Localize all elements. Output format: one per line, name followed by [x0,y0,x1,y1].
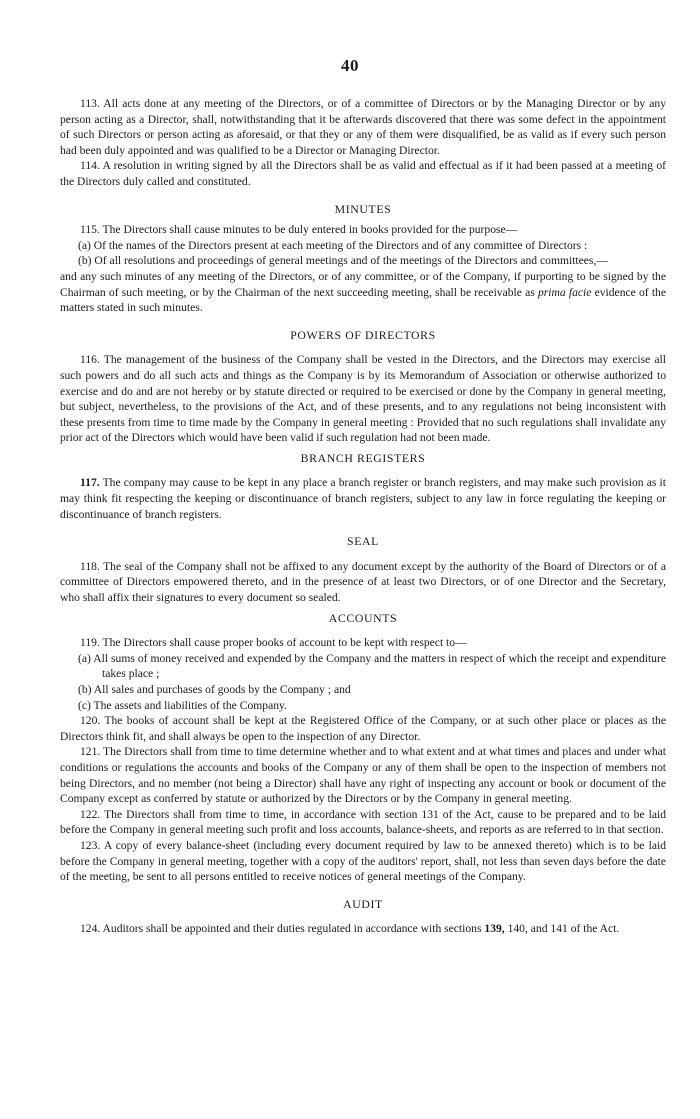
clause-119-intro: 119. The Directors shall cause proper books of account to be kept with respect to— [80,636,467,650]
clause-124-text-end: 140, and 141 of the Act. [504,922,620,936]
clause-122: 122. The Directors shall from time to time, in accordance with section 131 of the Act, cause to be prepared and to be laid before the Company in general meeting such profit and loss accounts, balance-sheets, and reports as are referred to in that section. [60,807,666,837]
clause-115-tail-text: and any such minutes of any meeting of the Directors, or of any committee, or of the Company, if purporting to be signed by the Chairman of such meeting, or by the Chairman of the next succeeding meeting, shall be receivable as [60,269,666,299]
clause-115-tail-end: evidence of the matters stated in such minutes. [60,285,667,315]
heading-minutes: MINUTES [334,201,392,216]
clause-117-number: 117. [80,476,100,490]
clause-118: 118. The seal of the Company shall not be affixed to any document except by the authority of the Board of Directors or of a committee of Directors empowered thereto, and in the presence of at least two Directors, or of one Director and the Secretary, who shall affix their signatures to every document so sealed. [60,559,666,605]
document-body [60,96,666,937]
clause-121: 121. The Directors shall from time to time determine whether and to what extent and at what times and places and under what conditions or regulations the accounts and books of the Company or any of them shall be open to the inspection of members not being Directors, and no member (not being a Director) shall have any right of inspecting any account or book or document of the Company except as conferred by statute or authorized by the Directors or by the Company in general meeting. [60,745,666,806]
heading-seal: SEAL [347,534,379,549]
clause-124-section-number: 139, [484,922,505,936]
clause-114: 114. A resolution in writing signed by all the Directors shall be as valid and effectual as if it had been passed at a meeting of the Directors duly called and constituted. [60,159,666,188]
clause-113: 113. All acts done at any meeting of the Directors, or of a committee of Directors or by the Managing Director or by any person acting as a Director, shall, notwithstanding that it be afterwards discovered that there was some defect in the appointment of such Directors or person acting as aforesaid, or that they or any of them were disqualified, be as valid as if every such person had been duly appointed and was qualified to be a Director or Managing Director. [60,97,666,157]
clause-123: 123. A copy of every balance-sheet (including every document required by law to be annexed thereto) which is to be laid before the Company in general meeting, together with a copy of the auditors' report, shall, not less than seven days before the date of the meeting, be sent to all persons entitled to receive notices of general meetings of the Company. [60,838,666,884]
clause-119-c: (c) The assets and liabilities of the Company. [78,698,287,712]
heading-audit: AUDIT [343,896,383,911]
clause-115-tail-italic: prima facie [537,285,592,299]
clause-124 [60,921,666,937]
clause-115-a: (a) Of the names of the Directors present at each meeting of the Directors and of any committee of Directors : [78,238,588,252]
clause-117-text: The company may cause to be kept in any place a branch register or branch registers, and may make such provision as it may think fit respecting the keeping or discontinuance of branch registers, subject to any law in force regulating the keeping or discontinuance of branch registers. [60,476,666,521]
heading-branch-registers: BRANCH REGISTERS [300,450,426,465]
clause-117 [60,475,666,522]
clause-115-intro: 115. The Directors shall cause minutes to be duly entered in books provided for the purpose— [80,223,518,237]
heading-powers-of-directors: POWERS OF DIRECTORS [290,327,436,342]
clause-124-text: 124. Auditors shall be appointed and their duties regulated in accordance with sections [80,922,485,936]
clause-119-a: (a) All sums of money received and expended by the Company and the matters in respect of which the receipt and expenditure takes place ; [78,651,666,681]
page-number: 40 [341,56,359,75]
clause-115-tail [60,269,666,316]
clause-116: 116. The management of the business of the Company shall be vested in the Directors, and the Directors may exercise all such powers and do all such acts and things as the Company is by its Memorandum of Association or otherwise authorized to exercise and do and are not hereby or by statute directed or required to be exercised or done by the Company in general meeting, but subject, nevertheless, to the provisions of the Act, and of these presents, and to any regulations not being inconsistent with these presents from time to time made by the Company in general meeting : Provided that no such regulations shall invalidate any prior act of the Directors which would have been valid if such regulation had not been made. [60,353,666,445]
heading-accounts: ACCOUNTS [328,610,398,625]
clause-119-b: (b) All sales and purchases of goods by the Company ; and [78,683,351,696]
clause-120: 120. The books of account shall be kept at the Registered Office of the Company, or at such other place or places as the Directors think fit, and shall always be open to the inspection of any Director. [60,714,666,743]
clause-115-b: (b) Of all resolutions and proceedings of general meetings and of the meetings of the Directors and committees,— [78,254,608,268]
